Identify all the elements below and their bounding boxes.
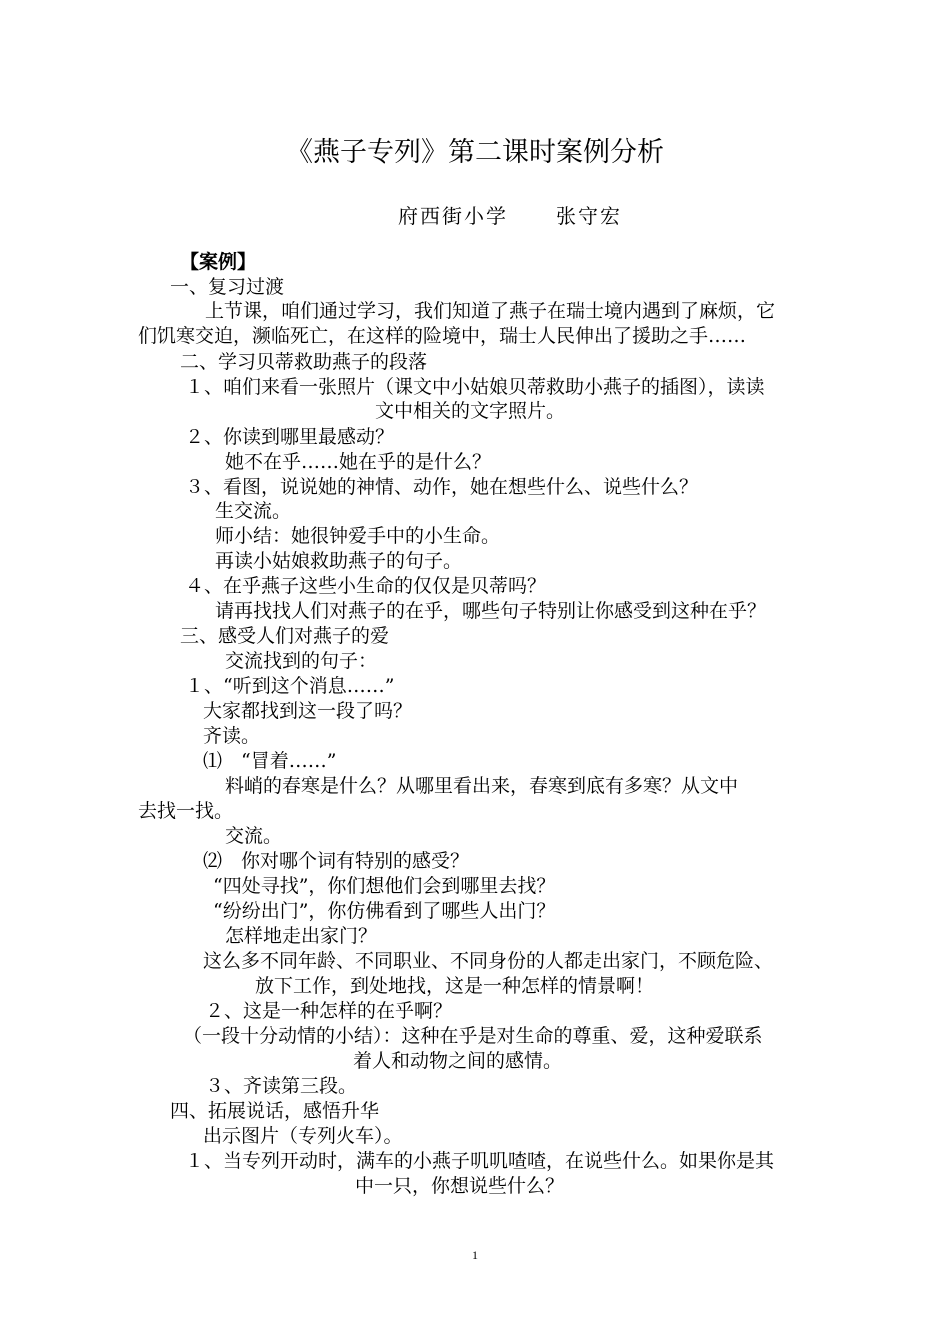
text-line: 这么多不同年龄、不同职业、不同身份的人都走出家门，不顾危险、 xyxy=(203,950,774,972)
section-label: 【案例】 xyxy=(180,251,257,273)
text-line: ３、看图，说说她的神情、动作，她在想些什么、说些什么？ xyxy=(185,476,699,498)
text-line: 上节课，咱们通过学习，我们知道了燕子在瑞士境内遇到了麻烦，它 xyxy=(205,300,776,322)
author-name: 张守宏 xyxy=(556,204,622,228)
text-line: 齐读。 xyxy=(203,725,261,747)
text-line: 怎样地走出家门？ xyxy=(225,925,378,947)
document-title: 《燕子专列》第二课时案例分析 xyxy=(286,137,664,168)
text-line: “纷纷出门”，你仿佛看到了哪些人出门？ xyxy=(213,900,556,922)
heading-4: 四、拓展说话，感悟升华 xyxy=(170,1100,380,1122)
text-line: 放下工作，到处地找，这是一种怎样的情景啊！ xyxy=(255,975,655,997)
text-line: 交流找到的句子： xyxy=(225,650,378,672)
text-line: ３、齐读第三段。 xyxy=(205,1075,358,1097)
text-line: 师小结：她很钟爱手中的小生命。 xyxy=(215,525,501,547)
text-line: ⑴ “冒着……” xyxy=(203,750,337,772)
text-line: ２、你读到哪里最感动？ xyxy=(185,426,395,448)
text-line: 大家都找到这一段了吗？ xyxy=(203,700,413,722)
page-number: 1 xyxy=(472,1248,478,1262)
text-line: 再读小姑娘救助燕子的句子。 xyxy=(215,550,463,572)
text-line: 们饥寒交迫，濒临死亡，在这样的险境中，瑞士人民伸出了援助之手…… xyxy=(138,325,747,347)
text-line: １、当专列开动时，满车的小燕子叽叽喳喳，在说些什么。如果你是其 xyxy=(185,1150,775,1172)
text-line: 生交流。 xyxy=(215,500,292,522)
text-line: （一段十分动情的小结）：这种在乎是对生命的尊重、爱，这种爱联系 xyxy=(183,1025,763,1047)
school-name: 府西街小学 xyxy=(398,204,508,228)
text-line: 着人和动物之间的感情。 xyxy=(353,1050,563,1072)
text-line: 交流。 xyxy=(225,825,283,847)
text-line: “四处寻找”，你们想他们会到哪里去找？ xyxy=(213,875,556,897)
text-line: 出示图片（专列火车）。 xyxy=(203,1125,403,1147)
text-line: 去找一找。 xyxy=(138,800,234,822)
heading-1: 一、复习过渡 xyxy=(170,276,285,298)
text-line: 中一只，你想说些什么？ xyxy=(355,1175,565,1197)
heading-3: 三、感受人们对燕子的爱 xyxy=(180,625,390,647)
text-line: 文中相关的文字照片。 xyxy=(375,400,566,422)
text-line: １、咱们来看一张照片（课文中小姑娘贝蒂救助小燕子的插图），读读 xyxy=(185,376,765,398)
text-line: １、“听到这个消息……” xyxy=(185,675,395,697)
text-line: ２、这是一种怎样的在乎啊？ xyxy=(205,1000,453,1022)
text-line: ４、在乎燕子这些小生命的仅仅是贝蒂吗？ xyxy=(185,575,547,597)
text-line: 请再找找人们对燕子的在乎，哪些句子特别让你感受到这种在乎？ xyxy=(215,600,767,622)
text-line: ⑵ 你对哪个词有特别的感受？ xyxy=(203,850,470,872)
text-line: 料峭的春寒是什么？从哪里看出来，春寒到底有多寒？从文中 xyxy=(225,775,739,797)
text-line: 她不在乎……她在乎的是什么？ xyxy=(225,451,492,473)
heading-2: 二、学习贝蒂救助燕子的段落 xyxy=(180,351,428,373)
